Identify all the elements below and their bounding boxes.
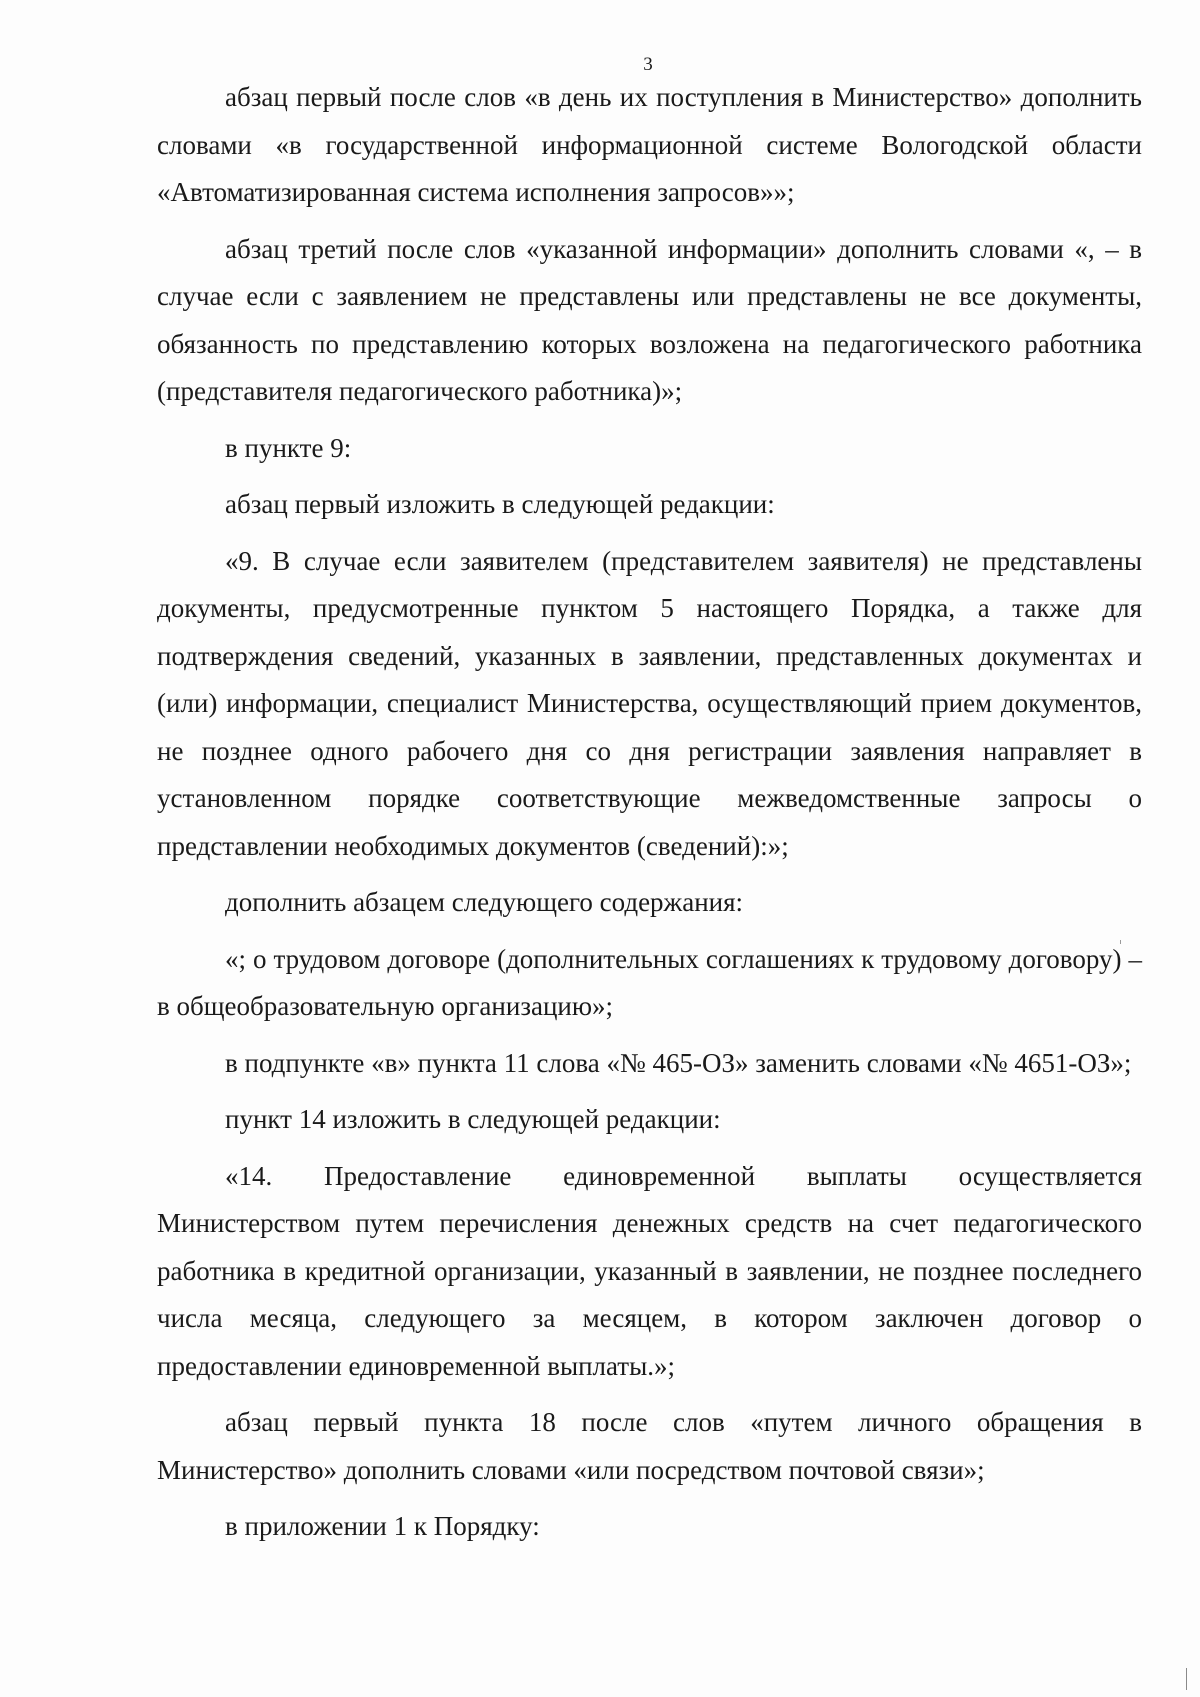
page-number: 3 xyxy=(643,54,653,75)
paragraph-5: «9. В случае если заявителем (представителем заявителя) не представлены документы, предусмотренные пунктом 5 настоящего Порядка, а также для подтверждения сведений, указанных в заявлении, представленных документах и (или) информации, специалист Министерства, осуществляющий прием документов, не позднее одного рабочего дня со дня регистрации заявления направляет в установленном порядке соответствующие межведомственные запросы о представлении необходимых документов (сведений):»; xyxy=(157,545,1142,861)
paragraph-6: дополнить абзацем следующего содержания: xyxy=(225,887,744,917)
paragraph-4: абзац первый изложить в следующей редакции: xyxy=(225,489,775,519)
paragraph-8: в подпункте «в» пункта 11 слова «№ 465-ОЗ» заменить словами «№ 4651-ОЗ»; xyxy=(225,1047,1132,1078)
paragraph-1: абзац первый после слов «в день их поступления в Министерство» дополнить словами «в государственной информационной системе Вологодской области «Автоматизированная система исполнения запросов»»; xyxy=(157,82,1142,207)
paragraph-2: абзац третий после слов «указанной информации» дополнить словами «, – в случае если с заявлением не представлены или представлены не все документы, обязанность по представлению которых возложена на педагогического работника (представителя педагогического работника)»; xyxy=(157,233,1142,406)
paragraph-3: в пункте 9: xyxy=(225,432,352,463)
scan-artifact-mark xyxy=(1120,940,1121,944)
scan-artifact-mark xyxy=(1186,1668,1187,1690)
paragraph-9: пункт 14 изложить в следующей редакции: xyxy=(225,1104,721,1134)
paragraph-10: «14. Предоставление единовременной выплаты осуществляется Министерством путем перечисления денежных средств на счет педагогического работника в кредитной организации, указанный в заявлении, не позднее последнего числа месяца, следующего за месяцем, в котором заключен договор о предоставлении единовременной выплаты.»; xyxy=(157,1160,1142,1381)
paragraph-7: «; о трудовом договоре (дополнительных соглашениях к трудовому договору) – в общеобразовательную организацию»; xyxy=(157,943,1142,1021)
paragraph-12: в приложении 1 к Порядку: xyxy=(225,1511,540,1541)
paragraph-11: абзац первый пункта 18 после слов «путем личного обращения в Министерство» дополнить словами «или посредством почтовой связи»; xyxy=(157,1407,1142,1485)
document-body xyxy=(157,74,1142,1560)
